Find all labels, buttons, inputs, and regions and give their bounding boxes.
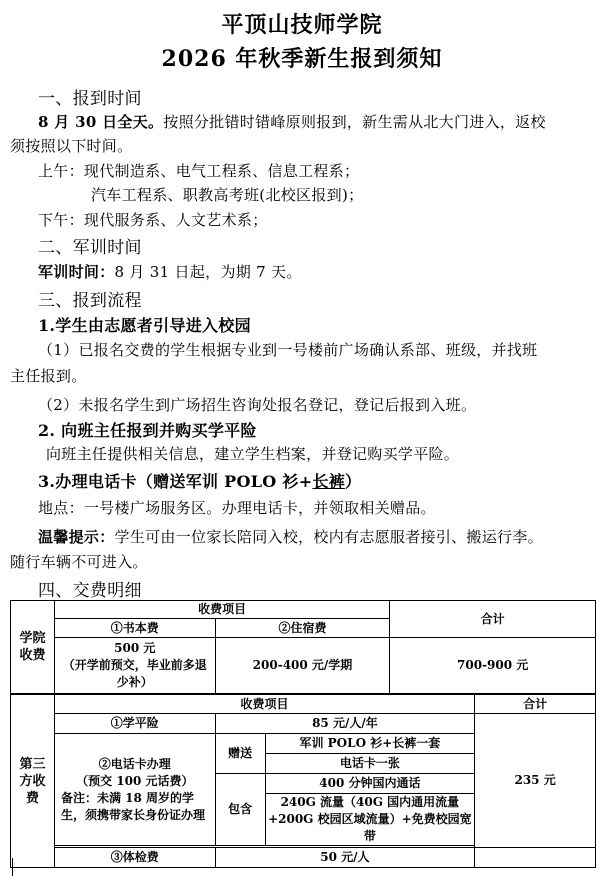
step3-title [38, 469, 361, 492]
report-rule-text: 按照分批错时错峰原则报到，新生需从北大门进入，返校 [163, 113, 546, 131]
gift-polo-set: 军训 POLO 衫+长裤一套 [265, 734, 475, 754]
book-fee-note: （开学前预交，毕业前多退少补） [62, 658, 207, 689]
text-cursor [12, 858, 13, 876]
step1-para1: （1）已报名交费的学生根据专业到一号楼前广场确认系部、班级，并找班 [38, 341, 538, 359]
insurance-label: ①学平险 [54, 714, 215, 734]
report-date: 8 月 30 日全天。 [38, 113, 164, 131]
afternoon-schedule: 下午：现代服务系、人文艺术系； [38, 211, 268, 229]
third-party-total-value: 235 元 [475, 714, 596, 848]
step1-para2: （2）未报名学生到广场招生咨询处报名登记，登记后报到入班。 [38, 396, 477, 414]
lodging-fee-label: ②住宿费 [215, 619, 390, 638]
step3-text: 地点：一号楼广场服务区。办理电话卡，并领取相关赠品。 [38, 499, 436, 517]
third-party-items-header: 收费项目 [54, 695, 474, 714]
exam-fee-label: ③体检费 [54, 848, 215, 868]
step1-para1-cont: 主任报到。 [10, 367, 87, 385]
insurance-fee: 85 元/人/年 [215, 714, 475, 734]
section1-heading: 一、报到时间 [38, 89, 142, 109]
step2-title: 2. 向班主任报到并购买学平险 [38, 421, 257, 440]
page-subtitle: 2026 年秋季新生报到须知 [161, 46, 443, 72]
tip-text-cont: 随行车辆不可进入。 [10, 553, 148, 571]
step3-title-a: 3.办理电话卡（赠送军训 POLO 衫+ [38, 472, 313, 491]
book-fee-value [54, 638, 215, 694]
step3-title-c: ） [345, 472, 362, 491]
page-title: 平顶山技师学院 [221, 12, 383, 38]
package-call-minutes: 400 分钟国内通话 [265, 774, 475, 794]
gift-sim-card: 电话卡一张 [265, 754, 475, 774]
package-label: 包含 [215, 774, 265, 846]
third-party-row-header: 第三方收费 [11, 695, 55, 868]
phone-card-cell [54, 734, 215, 846]
phone-card-prepay: （预交 100 元话费） [76, 773, 194, 788]
college-total-value: 700-900 元 [390, 638, 596, 694]
military-training-text: 8 月 31 日起，为期 7 天。 [114, 263, 302, 281]
third-party-fee-table [10, 694, 596, 868]
section4-heading: 四、交费明细 [38, 581, 142, 601]
military-training-line [38, 261, 302, 282]
college-fee-table [10, 600, 596, 694]
step1-title: 1.学生由志愿者引导进入校园 [38, 316, 251, 335]
exam-total-empty [475, 848, 596, 868]
tip-text: 学生可由一位家长陪同入校，校内有志愿服者接引、搬运行李。 [114, 528, 543, 546]
morning-schedule: 上午：现代制造系、电气工程系、信息工程系； [38, 162, 360, 180]
section2-heading: 二、军训时间 [38, 238, 142, 258]
exam-fee-value: 50 元/人 [215, 848, 475, 868]
third-party-total-header: 合计 [475, 695, 596, 714]
book-fee-label: ①书本费 [54, 619, 215, 638]
book-fee-amount: 500 元 [114, 641, 156, 655]
tip-label: 温馨提示： [38, 528, 115, 546]
step3-title-underlined: 长裤 [312, 472, 346, 491]
college-fee-row-header: 学院收费 [11, 601, 55, 694]
college-total-header: 合计 [390, 601, 596, 638]
section1-date-line [38, 111, 546, 132]
college-items-header: 收费项目 [54, 601, 389, 619]
tip-line [38, 526, 543, 547]
section3-heading: 三、报到流程 [38, 291, 142, 311]
morning-schedule-cont: 汽车工程系、职教高考班(北校区报到)； [91, 186, 364, 204]
phone-card-note: 备注：未满 18 周岁的学生，须携带家长身份证办理 [60, 790, 205, 822]
step2-text: 向班主任提供相关信息，建立学生档案，并登记购买学平险。 [46, 445, 460, 463]
gift-label: 赠送 [215, 734, 265, 774]
phone-card-label: ②电话卡办理 [98, 756, 171, 771]
package-data-plan: 240G 流量（40G 国内通用流量+200G 校园区域流量）+免费校园宽带 [265, 794, 475, 846]
report-rule-text-cont: 须按照以下时间。 [10, 137, 133, 155]
lodging-fee-value: 200-400 元/学期 [215, 638, 390, 694]
military-training-label: 军训时间： [38, 263, 115, 281]
